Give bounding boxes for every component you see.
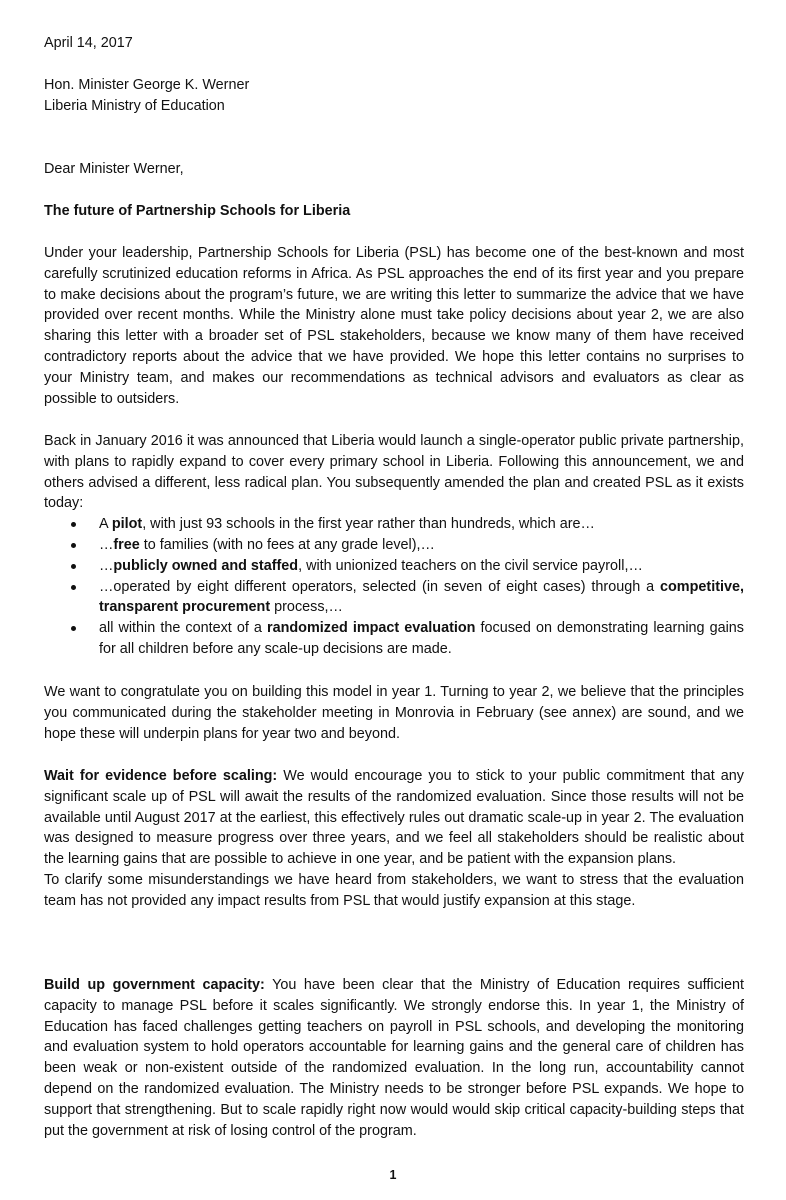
list-item: …free to families (with no fees at any grade level),… — [44, 535, 744, 556]
background-paragraph — [44, 431, 744, 660]
bullet-icon — [71, 564, 76, 569]
recipient-block — [44, 75, 744, 117]
pilot-features-list — [44, 514, 744, 660]
bullet-icon — [71, 522, 76, 527]
list-item: all within the context of a randomized impact evaluation focused on demonstrating learning gains for all children before any scale-up decisions are made. — [44, 618, 744, 660]
section-wait-for-evidence — [44, 766, 744, 912]
list-item: …publicly owned and staffed, with unionized teachers on the civil service payroll,… — [44, 556, 744, 577]
salutation: Dear Minister Werner, — [44, 161, 184, 177]
list-item: A pilot, with just 93 schools in the first year rather than hundreds, which are… — [44, 514, 744, 535]
bullet-icon — [71, 585, 76, 590]
section-body: We would encourage you to stick to your public commitment that any significant scale up of PSL will await the results of the randomized evaluation. Since those results will not be available until August 2017 at the earliest, this effectively rules out dramatic scale-up in year 2. The evaluation was designed to measure progress over three years, and we feel all stakeholders should be realistic about the learning gains that are possible to achieve in one year, and be patient with the expansion plans. — [44, 768, 744, 868]
intro-paragraph: Under your leadership, Partnership Schools for Liberia (PSL) has become one of the best-known and most carefully scrutinized education reforms in Africa. As PSL approaches the end of its first year and you prepare to make decisions about the program’s future, we are writing this letter to summarize the advice that we have provided over recent months. While the Ministry alone must take policy decisions about year 2, we are also sharing this letter with a broader set of PSL stakeholders, because we know many of them have received contradictory reports about the advice that we have provided. We hope this letter contains no surprises to your Ministry team, and makes our recommendations as technical advisors and evaluators as clear as possible to outsiders. — [44, 245, 744, 407]
section-heading: Build up government capacity: — [44, 977, 265, 993]
background-text: Back in January 2016 it was announced that Liberia would launch a single-operator public private partnership, with plans to rapidly expand to cover every primary school in Liberia. Following this announcement, we and others advised a different, less radical plan. You subsequently amended the plan and created PSL as it exists today: — [44, 433, 744, 512]
page-number: 1 — [389, 1168, 397, 1182]
congrats-paragraph: We want to congratulate you on building this model in year 1. Turning to year 2, we believe that the principles you communicated during the stakeholder meeting in Monrovia in February (see annex) are sound, and we hope these will underpin plans for year two and beyond. — [44, 684, 744, 742]
letter-subject: The future of Partnership Schools for Liberia — [44, 203, 351, 219]
recipient-name: Hon. Minister George K. Werner — [44, 77, 250, 93]
bullet-icon — [71, 543, 76, 548]
letter-date: April 14, 2017 — [44, 35, 133, 51]
recipient-organization: Liberia Ministry of Education — [44, 97, 225, 114]
bullet-icon — [71, 626, 76, 631]
section-build-capacity — [44, 975, 744, 1141]
section-heading: Wait for evidence before scaling: — [44, 768, 278, 784]
list-item: …operated by eight different operators, selected (in seven of eight cases) through a competitive, transparent procurement process,… — [44, 577, 744, 619]
section-followup: To clarify some misunderstandings we have heard from stakeholders, we want to stress that the evaluation team has not provided any impact results from PSL that would justify expansion at this stage. — [44, 871, 744, 909]
section-body: You have been clear that the Ministry of Education requires sufficient capacity to manage PSL before it scales significantly. We strongly endorse this. In year 1, the Ministry of Education has faced challenges getting teachers on payroll in PSL schools, and developing the monitoring and evaluation system to hold operators accountable for learning gains and the general care of children has been weak or non-existent outside of the randomized evaluation. In the long run, accountability cannot depend on the randomized evaluation. The Ministry needs to be stronger before PSL expands. We hope to support that strengthening. But to scale rapidly right now would would skip critical capacity-building steps that put the government at risk of losing control of the program. — [44, 977, 745, 1139]
